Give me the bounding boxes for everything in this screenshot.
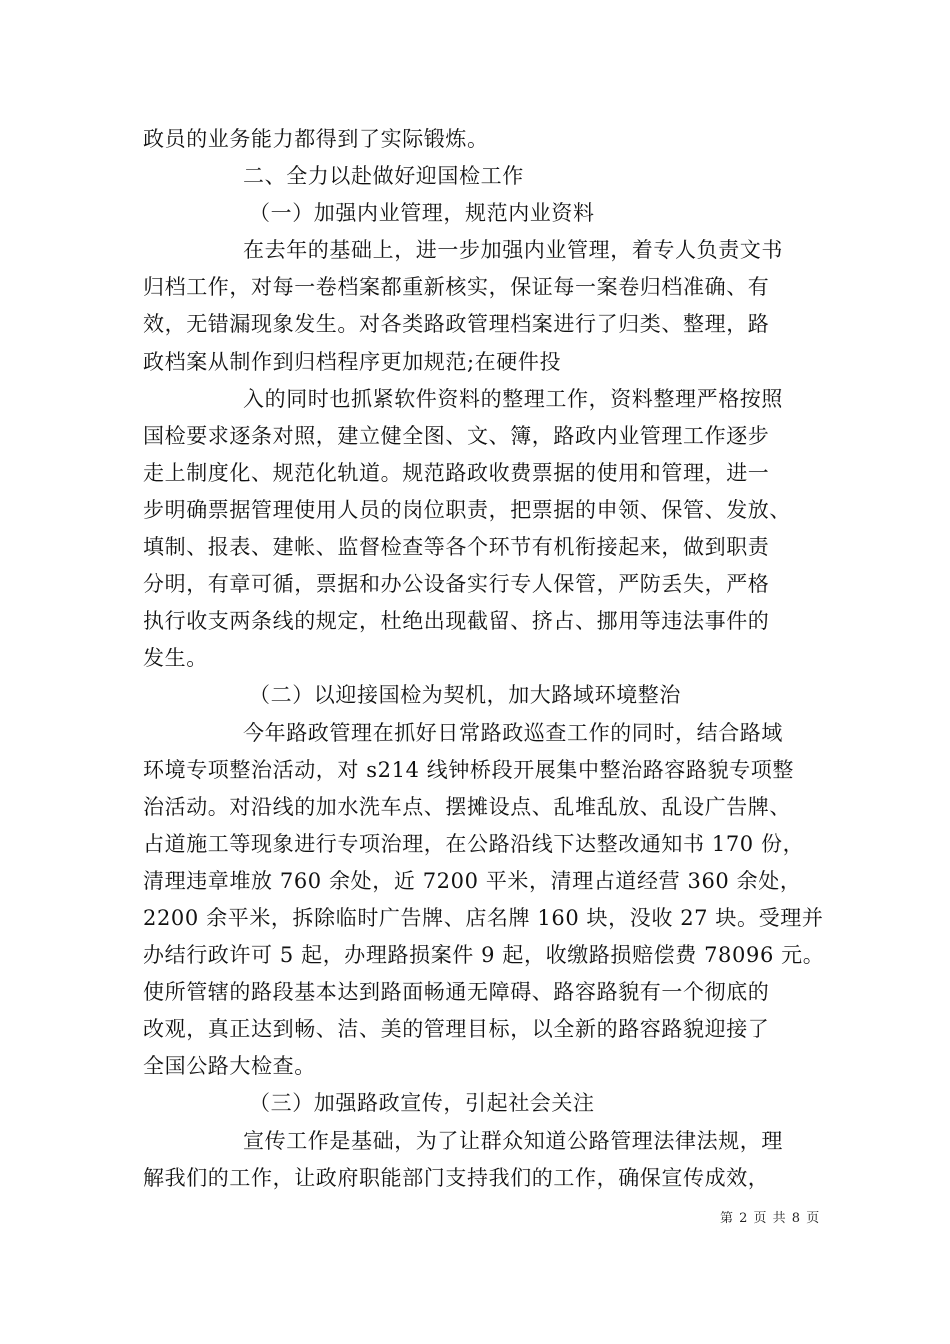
body-line: 改观，真正达到畅、洁、美的管理目标，以全新的路容路貌迎接了 — [143, 1017, 770, 1042]
body-line: 分明，有章可循，票据和办公设备实行专人保管，严防丢失，严格 — [143, 572, 770, 597]
subsection-heading: （一）加强内业管理，规范内业资料 — [249, 201, 595, 226]
body-line: 步明确票据管理使用人员的岗位职责，把票据的申领、保管、发放、 — [143, 497, 791, 522]
body-line: 治活动。对沿线的加水洗车点、摆摊设点、乱堆乱放、乱设广告牌、 — [143, 794, 791, 819]
body-line: 宣传工作是基础，为了让群众知道公路管理法律法规，理 — [243, 1128, 783, 1153]
body-line: 在去年的基础上，进一步加强内业管理，着专人负责文书 — [243, 238, 783, 263]
body-line: 今年路政管理在抓好日常路政巡查工作的同时，结合路域 — [243, 720, 783, 745]
body-line: 环境专项整治活动，对 s214 线钟桥段开展集中整治路容路貌专项整 — [143, 757, 795, 782]
body-line: 填制、报表、建帐、监督检查等各个环节有机衔接起来，做到职责 — [143, 535, 770, 560]
body-line: 效，无错漏现象发生。对各类路政管理档案进行了归类、整理，路 — [143, 312, 770, 337]
body-line: 国检要求逐条对照，建立健全图、文、簿，路政内业管理工作逐步 — [143, 423, 770, 448]
body-line: 走上制度化、规范化轨道。规范路政收费票据的使用和管理，进一 — [143, 460, 770, 485]
body-line: 全国公路大检查。 — [143, 1054, 316, 1079]
body-line: 清理违章堆放 760 余处，近 7200 平米，清理占道经营 360 余处， — [143, 868, 802, 893]
section-heading: 二、全力以赴做好迎国检工作 — [243, 164, 524, 189]
page-number: 第 2 页 共 8 页 — [720, 1211, 821, 1226]
body-line: 归档工作，对每一卷档案都重新核实，保证每一案卷归档准确、有 — [143, 275, 770, 300]
body-line: 执行收支两条线的规定，杜绝出现截留、挤占、挪用等违法事件的 — [143, 609, 770, 634]
body-line: 2200 余平米，拆除临时广告牌、店名牌 160 块，没收 27 块。受理并 — [143, 905, 824, 930]
body-line: 发生。 — [143, 646, 208, 671]
document-body — [143, 121, 823, 1197]
body-line: 政档案从制作到归档程序更加规范;在硬件投 — [143, 349, 562, 374]
subsection-heading: （二）以迎接国检为契机，加大路域环境整治 — [249, 683, 681, 708]
body-line: 政员的业务能力都得到了实际锻炼。 — [143, 127, 489, 151]
body-line: 使所管辖的路段基本达到路面畅通无障碍、路容路貌有一个彻底的 — [143, 980, 770, 1005]
body-line: 办结行政许可 5 起，办理路损案件 9 起，收缴路损赔偿费 78096 元。 — [143, 943, 825, 968]
body-line: 入的同时也抓紧软件资料的整理工作，资料整理严格按照 — [243, 386, 783, 411]
body-line: 解我们的工作，让政府职能部门支持我们的工作，确保宣传成效， — [143, 1165, 770, 1190]
subsection-heading: （三）加强路政宣传，引起社会关注 — [249, 1091, 595, 1116]
body-line: 占道施工等现象进行专项治理，在公路沿线下达整改通知书 170 份， — [143, 831, 805, 856]
